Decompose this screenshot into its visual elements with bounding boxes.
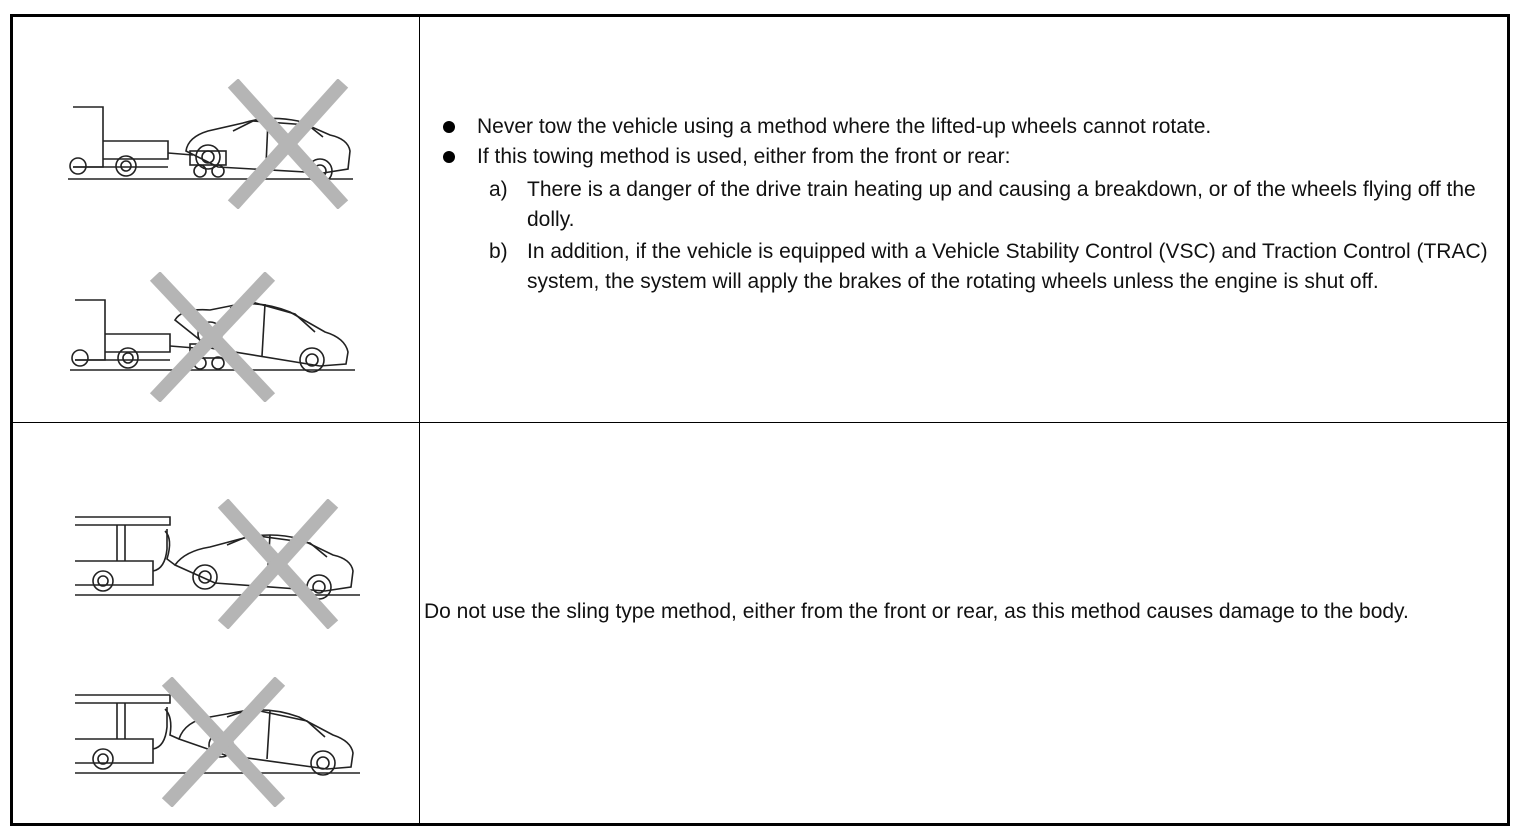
bullet-icon xyxy=(443,121,455,133)
sub-item-marker: a) xyxy=(489,178,508,201)
column-divider xyxy=(419,17,420,823)
bullet-text: Never tow the vehicle using a method where the lifted-up wheels cannot rotate. xyxy=(477,115,1212,138)
tow-dolly-front-lifted-prohibited-figure xyxy=(68,79,358,209)
sling-instruction: Do not use the sling type method, either from the front or rear, as this method causes damage to the body. xyxy=(424,600,1409,623)
sling-tow-front-prohibited-figure xyxy=(75,499,365,629)
towing-table xyxy=(10,14,1510,826)
row-divider xyxy=(13,422,1507,423)
sling-tow-rear-prohibited-figure xyxy=(75,677,365,807)
sub-item-text: In addition, if the vehicle is equipped with a Vehicle Stability Control (VSC) and Traction Control (TRAC) system, the system will apply the brakes of the rotating wheels unless the engine is shut off. xyxy=(527,240,1488,293)
dolly-instructions xyxy=(443,112,1503,297)
bullet-text: If this towing method is used, either from the front or rear: xyxy=(477,145,1011,168)
sub-item-text: There is a danger of the drive train heating up and causing a breakdown, or of the wheels flying off the dolly. xyxy=(527,178,1476,231)
list-item xyxy=(443,112,1503,142)
bullet-icon xyxy=(443,151,455,163)
list-item xyxy=(443,175,1503,235)
tow-dolly-rear-lifted-prohibited-figure xyxy=(70,272,360,402)
list-item xyxy=(443,237,1503,297)
sub-item-marker: b) xyxy=(489,240,508,263)
list-item xyxy=(443,142,1503,172)
